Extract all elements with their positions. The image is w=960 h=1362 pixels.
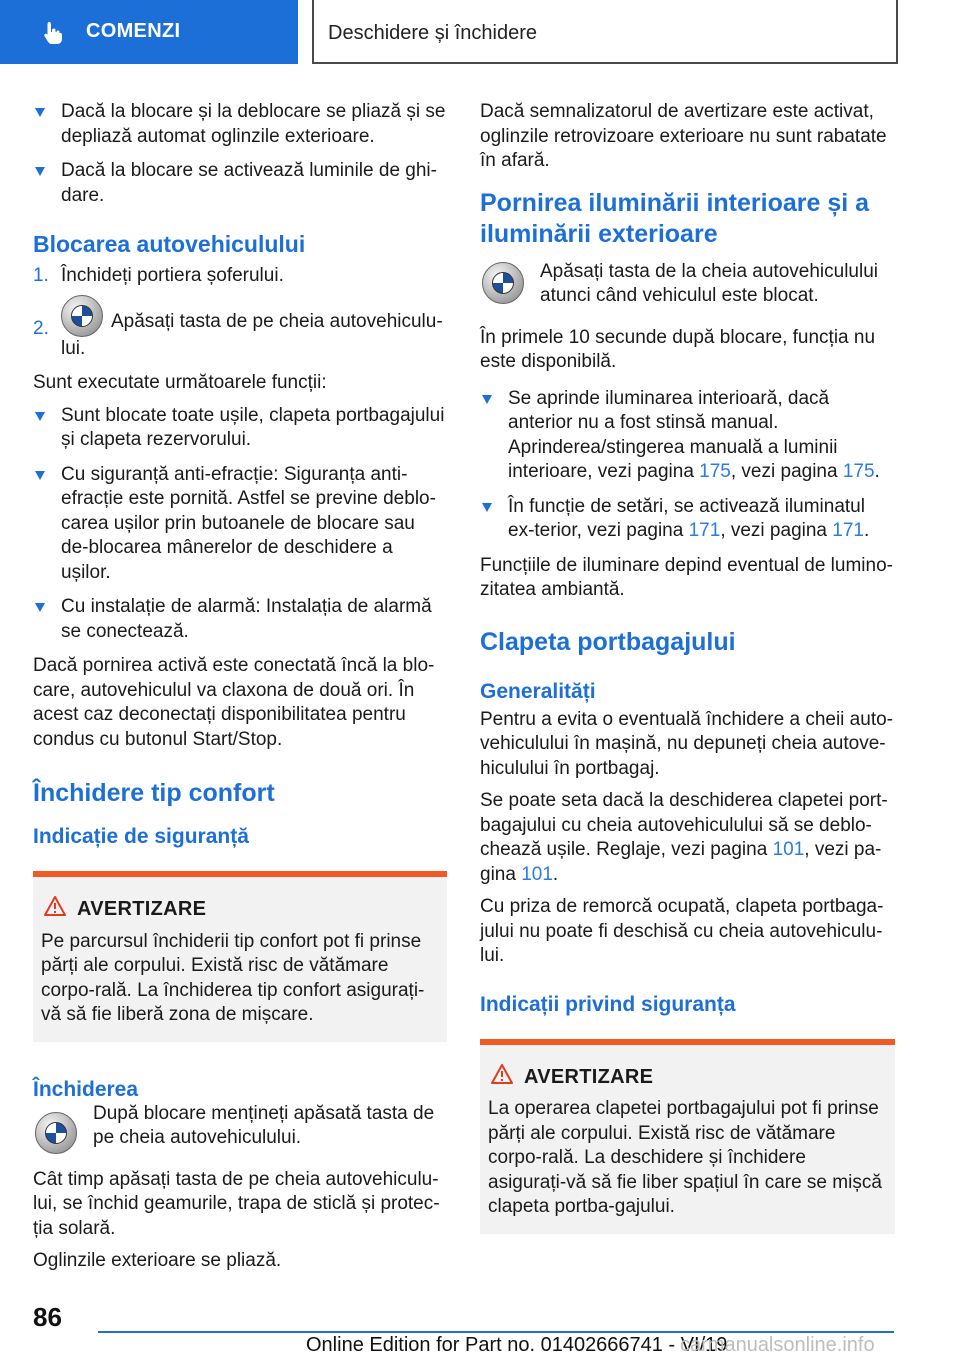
section-title-box <box>312 0 898 64</box>
list-item: Dacă la blocare și la deblocare se pliază și se depliază automat oglinzile exterioare. <box>33 100 447 149</box>
paragraph: Cât timp apăsați tasta de pe cheia autovehiculu-lui, se închid geamurile, trapa de sticlă și protec-ția solară. <box>33 1168 440 1239</box>
key-instruction: Apăsați tasta de la cheia autovehiculului atunci când vehiculul este blocat. <box>480 260 895 310</box>
heading-pornirea: Pornirea iluminării interioare și a iluminării exterioare <box>480 188 870 248</box>
heading-confort: Închidere tip confort <box>33 779 275 807</box>
warning-triangle-icon <box>44 896 66 916</box>
bullet-triangle-icon <box>35 471 45 480</box>
key-button-icon <box>61 295 103 337</box>
right-column <box>480 100 895 1268</box>
paragraph: Dacă pornirea activă este conectată încă la blo-care, autovehiculul va claxona de două ori. În acest caz deconectați disponibilitatea pentru condus cu butonul Start/Stop. <box>33 655 435 750</box>
step-item: 2. Apăsați tasta de pe cheia autovehiculu-lui. <box>33 307 447 362</box>
list-item: Dacă la blocare se activează luminile de ghi-dare. <box>33 159 447 208</box>
step-item: 1. Închideți portiera șoferului. <box>33 265 284 286</box>
heading-indicatii: Indicații privind siguranța <box>480 992 736 1016</box>
heading-blocare: Blocarea autovehiculului <box>33 231 306 257</box>
paragraph: Pentru a evita o eventuală închidere a cheii auto-vehiculului în mașină, nu depuneți cheia autove-hiculului în portbagaj. <box>480 708 893 779</box>
bullet-triangle-icon <box>35 603 45 612</box>
page-link[interactable]: 175 <box>699 461 731 482</box>
page-link[interactable]: 101 <box>772 839 805 860</box>
hand-pointer-icon <box>40 20 66 46</box>
page-link[interactable]: 175 <box>842 461 875 482</box>
warning-box <box>480 1039 895 1234</box>
paragraph: Dacă semnalizatorul de avertizare este activat, oglinzile retrovizoare exterioare nu sunt rabatate în afară. <box>480 101 887 171</box>
paragraph: Cu priza de remorcă ocupată, clapeta portbaga-jului nu poate fi deschisă cu cheia autovehiculu-lui. <box>480 896 884 966</box>
bullet-triangle-icon <box>482 503 492 512</box>
heading-clapeta: Clapeta portbagajului <box>480 627 736 656</box>
edition-text: Online Edition for Part no. 01402666741 - VI/19 <box>306 1334 728 1356</box>
warning-header: AVERTIZARE <box>41 897 435 922</box>
chapter-tab[interactable] <box>0 0 298 64</box>
page-link[interactable]: 101 <box>521 863 553 885</box>
bullet-triangle-icon <box>482 395 492 404</box>
warning-header: AVERTIZARE <box>488 1065 883 1090</box>
warning-box <box>33 871 447 1042</box>
bullet-triangle-icon <box>35 412 45 421</box>
heading-generalitati: Generalități <box>480 679 596 703</box>
watermark: carmanualsonline.info <box>680 1334 875 1356</box>
warning-text: La operarea clapetei portbagajului pot fi prinse părți ale corpului. Există risc de vătămare corpo-rală. La deschidere și închidere asigurați-vă să fie liber spațiul în care se mișcă clapeta portba-gajului. <box>488 1098 882 1217</box>
footer-divider <box>98 1331 894 1333</box>
key-button-icon <box>482 262 524 304</box>
warning-text: Pe parcursul închiderii tip confort pot fi prinse părți ale corpului. Există risc de vătămare corpo-rală. La închiderea tip confort asigurați-vă să fie liberă zona de mișcare. <box>41 930 425 1025</box>
warning-triangle-icon <box>491 1064 513 1084</box>
paragraph: Funcțiile de iluminare depind eventual de lumino-zitatea ambiantă. <box>480 554 893 600</box>
left-column <box>33 100 447 1282</box>
paragraph: În primele 10 secunde după blocare, funcția nu este disponibilă. <box>480 326 876 372</box>
heading-indicatie: Indicație de siguranță <box>33 825 249 848</box>
bullet-triangle-icon <box>35 108 45 117</box>
page-link[interactable]: 171 <box>832 520 864 541</box>
list-item: În funcție de setări, se activează iluminatul ex-terior, vezi pagina 171, vezi pagina 171. <box>480 495 895 544</box>
bullet-triangle-icon <box>35 167 45 176</box>
section-title: Deschidere și închidere <box>328 22 537 44</box>
paragraph: Sunt executate următoarele funcții: <box>33 372 327 393</box>
list-item: Sunt blocate toate ușile, clapeta portbagajului și clapeta rezervorului. <box>33 404 447 453</box>
page-header <box>0 0 960 66</box>
key-instruction: După blocare mențineți apăsată tasta de pe cheia autovehiculului. <box>33 1102 447 1152</box>
list-item: Cu siguranță anti-efracție: Siguranța anti-efracție este pornită. Astfel se previne deblo-carea ușilor prin butoanele de blocare sau de-blocarea mânerelor de deschidere a ușilor. <box>33 463 447 586</box>
paragraph: Se poate seta dacă la deschiderea clapetei port-bagajului cu cheia autovehiculului să se deblo-chează ușile. Reglaje, vezi pagina 101, vezi pa-gina 101. <box>480 790 888 885</box>
page-number: 86 <box>33 1302 62 1332</box>
page-link[interactable]: 171 <box>688 520 721 541</box>
list-item: Cu instalație de alarmă: Instalația de alarmă se conectează. <box>33 595 447 644</box>
heading-inchiderea: Închiderea <box>33 1077 139 1101</box>
key-button-icon <box>35 1112 77 1154</box>
list-item: Se aprinde iluminarea interioară, dacă anterior nu a fost stinsă manual. Aprinderea/stingerea manuală a luminii interioare, vezi pagina 175, vezi pagina 175. <box>480 387 895 485</box>
chapter-tab-label: COMENZI <box>86 20 181 42</box>
paragraph: Oglinzile exterioare se pliază. <box>33 1250 282 1271</box>
